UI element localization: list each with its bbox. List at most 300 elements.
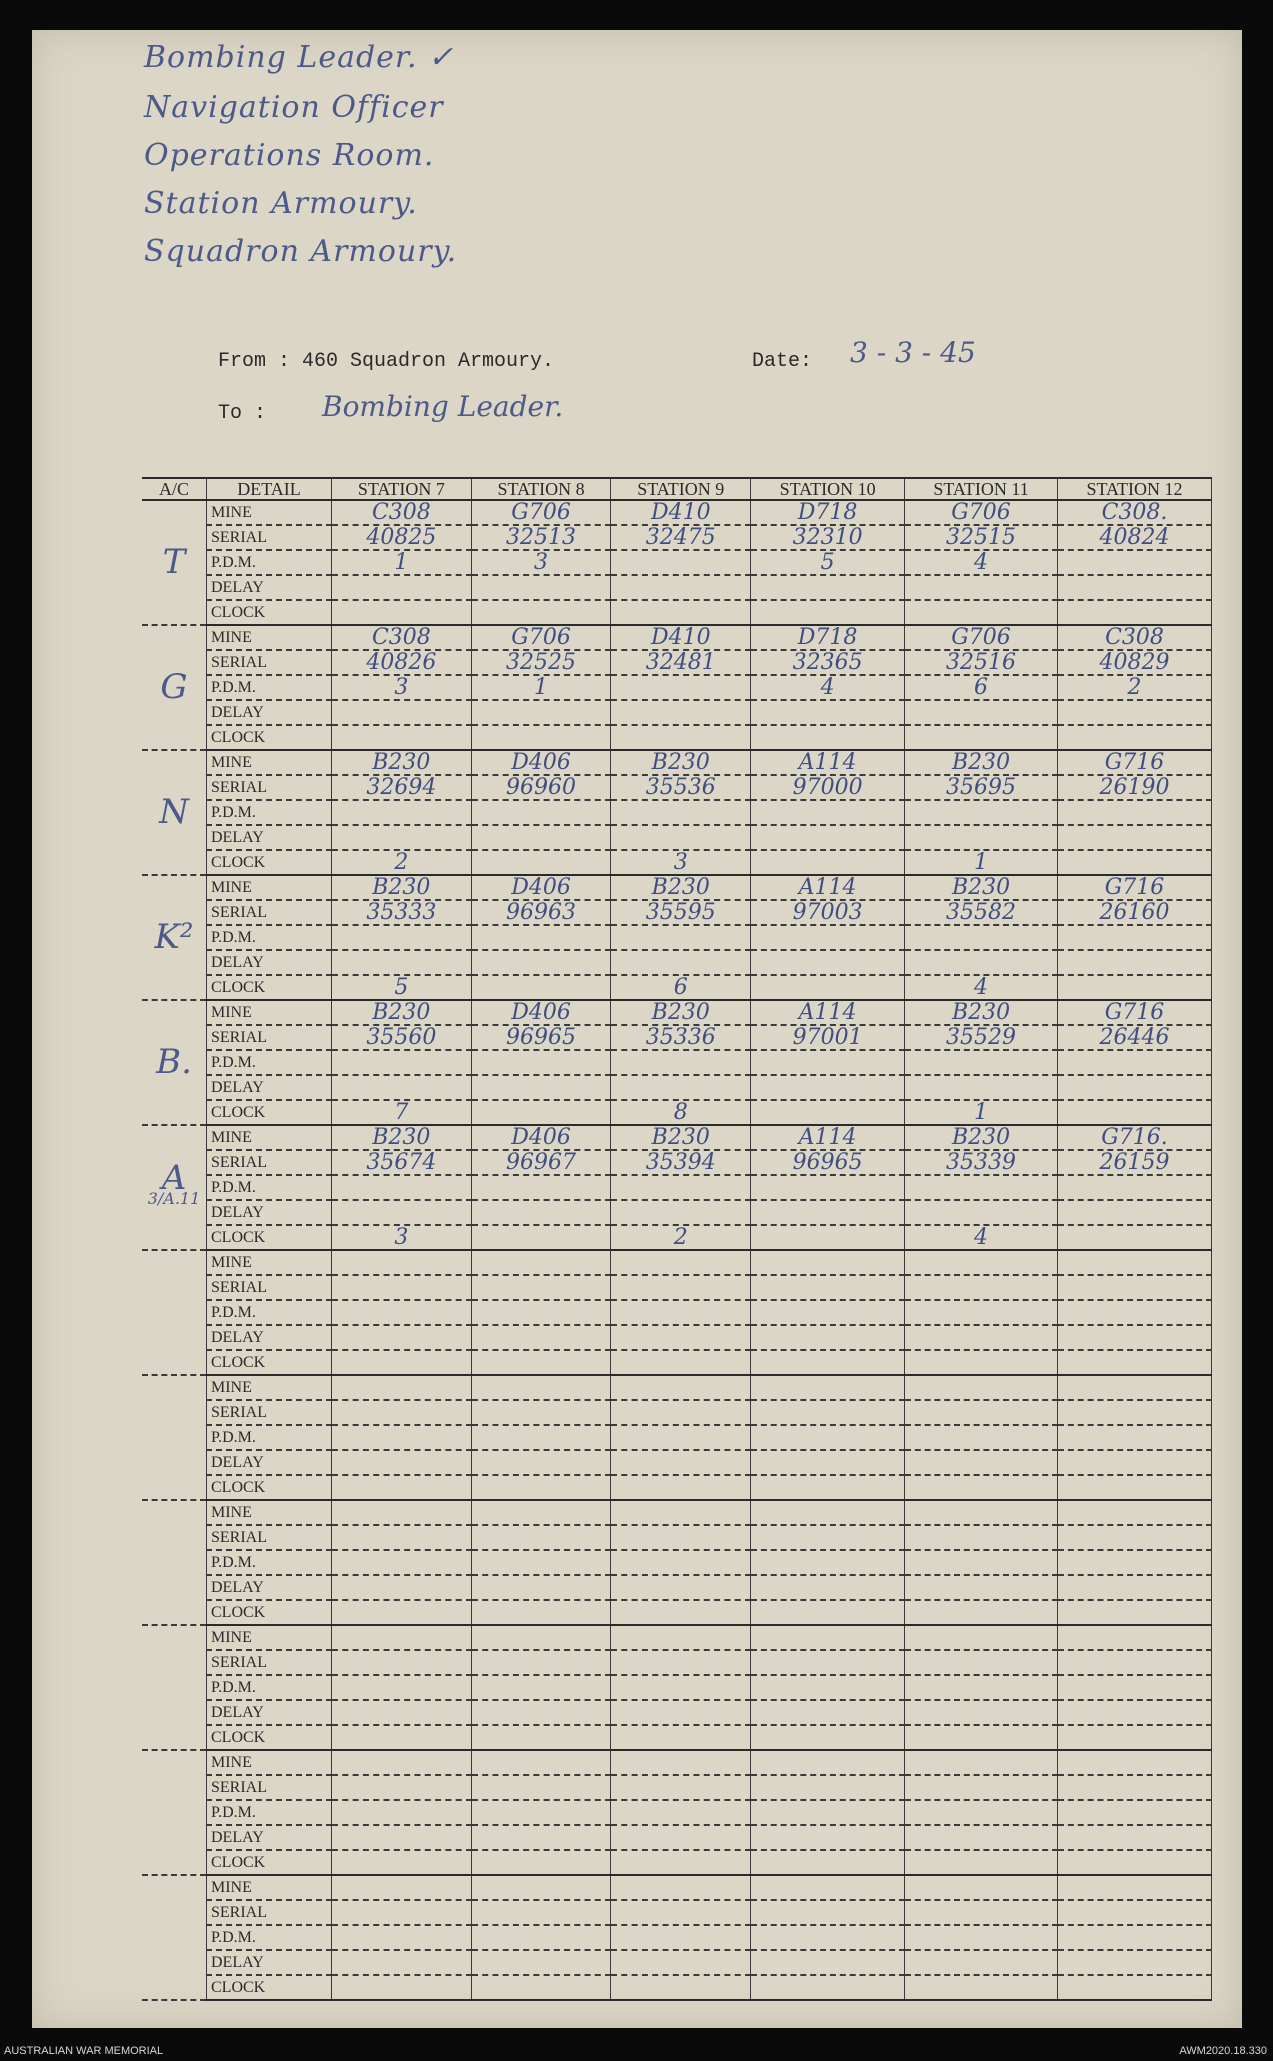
station-value (1057, 1825, 1211, 1850)
station-value (332, 1075, 472, 1100)
station-value: B230 (611, 750, 751, 775)
station-value (332, 1200, 472, 1225)
station-value (751, 1450, 905, 1475)
station-value: 8 (611, 1100, 751, 1125)
table-row (142, 1500, 1212, 1525)
station-value (611, 725, 751, 750)
station-value (471, 1350, 611, 1375)
station-value (332, 1975, 472, 2000)
table-row (142, 1725, 1212, 1750)
station-value (1057, 800, 1211, 825)
station-value (1057, 1450, 1211, 1475)
station-value: 3 (332, 1225, 472, 1250)
table-row (142, 1825, 1212, 1850)
station-value (332, 1675, 472, 1700)
table-row (142, 1375, 1212, 1400)
table-row (142, 725, 1212, 750)
table-row (142, 1300, 1212, 1325)
detail-label: DELAY (207, 950, 332, 975)
table-row (142, 1025, 1212, 1050)
detail-label: DELAY (207, 1200, 332, 1225)
table-row (142, 950, 1212, 975)
station-value: C308 (332, 500, 472, 525)
station-value (1057, 975, 1211, 1000)
station-value (751, 1275, 905, 1300)
table-row (142, 1700, 1212, 1725)
station-value (1057, 1100, 1211, 1125)
station-value (611, 1775, 751, 1800)
detail-label: DELAY (207, 1825, 332, 1850)
station-value (471, 1400, 611, 1425)
station-value (471, 1075, 611, 1100)
station-value (905, 575, 1058, 600)
station-value (611, 1875, 751, 1900)
table-row (142, 1750, 1212, 1775)
station-value: G716 (1057, 1000, 1211, 1025)
detail-label: SERIAL (207, 525, 332, 550)
station-value (751, 1650, 905, 1675)
station-value (332, 1400, 472, 1425)
station-value (332, 950, 472, 975)
table-row (142, 1450, 1212, 1475)
table-row (142, 1850, 1212, 1875)
station-value (1057, 1625, 1211, 1650)
station-value (471, 1650, 611, 1675)
station-value: B230 (905, 750, 1058, 775)
station-value (905, 950, 1058, 975)
station-value (332, 700, 472, 725)
detail-label: SERIAL (207, 775, 332, 800)
aircraft-letter (142, 1000, 207, 1125)
station-value (1057, 1750, 1211, 1775)
station-value: 96965 (751, 1150, 905, 1175)
station-value (332, 1625, 472, 1650)
column-header: STATION 8 (471, 478, 611, 500)
station-value: B230 (332, 1000, 472, 1025)
station-value (611, 600, 751, 625)
station-value: 35595 (611, 900, 751, 925)
station-value: 35695 (905, 775, 1058, 800)
column-header: STATION 11 (905, 478, 1058, 500)
station-value (751, 1975, 905, 2000)
station-value (751, 1100, 905, 1125)
station-value (1057, 850, 1211, 875)
station-value (1057, 1900, 1211, 1925)
station-value: A114 (751, 1000, 905, 1025)
table-row (142, 650, 1212, 675)
table-row (142, 875, 1212, 900)
station-value (471, 1550, 611, 1575)
station-value (1057, 1975, 1211, 2000)
station-value: D410 (611, 625, 751, 650)
station-value: 7 (332, 1100, 472, 1125)
footer-right: AWM2020.18.330 (1179, 2045, 1267, 2057)
station-value (471, 1175, 611, 1200)
station-value (751, 1625, 905, 1650)
station-value (611, 1800, 751, 1825)
station-value: 96963 (471, 900, 611, 925)
station-value (1057, 1850, 1211, 1875)
table-row (142, 825, 1212, 850)
from-line: From : 460 Squadron Armoury. (218, 350, 555, 373)
station-value (905, 1550, 1058, 1575)
station-value: 3 (611, 850, 751, 875)
station-value (905, 1775, 1058, 1800)
station-value (471, 1875, 611, 1900)
station-value (1057, 1650, 1211, 1675)
station-value (905, 1950, 1058, 1975)
station-value (471, 1050, 611, 1075)
station-value (471, 1625, 611, 1650)
station-value (905, 1600, 1058, 1625)
table-row (142, 1275, 1212, 1300)
detail-label: SERIAL (207, 1025, 332, 1050)
station-value: D410 (611, 500, 751, 525)
station-value (1057, 1175, 1211, 1200)
aircraft-code: G (160, 667, 188, 707)
table-row (142, 1425, 1212, 1450)
table-row (142, 675, 1212, 700)
station-value (905, 1325, 1058, 1350)
station-value (905, 1575, 1058, 1600)
station-value (751, 800, 905, 825)
station-value (751, 975, 905, 1000)
detail-label: P.D.M. (207, 550, 332, 575)
station-value: 26190 (1057, 775, 1211, 800)
detail-label: MINE (207, 1375, 332, 1400)
station-value: 32475 (611, 525, 751, 550)
station-value (751, 1675, 905, 1700)
table-row (142, 1200, 1212, 1225)
station-value (905, 1975, 1058, 2000)
station-value (332, 725, 472, 750)
station-value (611, 1175, 751, 1200)
table-row (142, 775, 1212, 800)
table-row (142, 1325, 1212, 1350)
station-value: 97000 (751, 775, 905, 800)
station-value (471, 600, 611, 625)
station-value (905, 1075, 1058, 1100)
station-value (905, 1250, 1058, 1275)
station-value (751, 700, 905, 725)
date-value: 3 - 3 - 45 (850, 336, 976, 369)
detail-label: SERIAL (207, 1400, 332, 1425)
station-value (1057, 1675, 1211, 1700)
station-value (471, 1300, 611, 1325)
aircraft-letter (142, 500, 207, 625)
station-value (471, 575, 611, 600)
detail-label: CLOCK (207, 1350, 332, 1375)
station-value (905, 700, 1058, 725)
table-row (142, 1475, 1212, 1500)
table-row (142, 550, 1212, 575)
aircraft-letter (142, 1750, 207, 1875)
station-value (751, 575, 905, 600)
document-page (32, 30, 1242, 2028)
station-value: A114 (751, 1125, 905, 1150)
station-value: 96967 (471, 1150, 611, 1175)
station-value (905, 1300, 1058, 1325)
station-value: D406 (471, 750, 611, 775)
aircraft-letter (142, 1500, 207, 1625)
station-value (1057, 825, 1211, 850)
station-value (751, 725, 905, 750)
detail-label: SERIAL (207, 1900, 332, 1925)
detail-label: MINE (207, 1625, 332, 1650)
aircraft-letter (142, 1250, 207, 1375)
detail-label: CLOCK (207, 1725, 332, 1750)
station-value (611, 1375, 751, 1400)
station-value (611, 1325, 751, 1350)
station-value (611, 1675, 751, 1700)
station-value: 32525 (471, 650, 611, 675)
station-value (1057, 1600, 1211, 1625)
station-value (611, 950, 751, 975)
station-value: 97001 (751, 1025, 905, 1050)
detail-label: SERIAL (207, 1150, 332, 1175)
aircraft-code: K² (154, 917, 194, 957)
station-value: 1 (332, 550, 472, 575)
station-value (751, 1725, 905, 1750)
station-value: 6 (611, 975, 751, 1000)
table-row (142, 525, 1212, 550)
station-value: 32516 (905, 650, 1058, 675)
table-row (142, 1350, 1212, 1375)
station-value (1057, 1075, 1211, 1100)
detail-label: MINE (207, 750, 332, 775)
station-value: 32515 (905, 525, 1058, 550)
station-value (611, 1475, 751, 1500)
detail-label: DELAY (207, 1575, 332, 1600)
station-value (751, 1575, 905, 1600)
table-row (142, 1525, 1212, 1550)
distribution-line-1: Bombing Leader. ✓ (144, 40, 455, 75)
station-value (611, 1525, 751, 1550)
table-row (142, 975, 1212, 1000)
station-value (751, 1200, 905, 1225)
station-value (471, 1375, 611, 1400)
station-value: 35394 (611, 1150, 751, 1175)
station-value (905, 1350, 1058, 1375)
station-value (471, 1750, 611, 1775)
station-value: D718 (751, 500, 905, 525)
aircraft-letter (142, 1125, 207, 1250)
table-body (142, 500, 1212, 2000)
station-value (905, 1175, 1058, 1200)
detail-label: CLOCK (207, 1225, 332, 1250)
station-value (332, 1800, 472, 1825)
station-value: B230 (611, 1000, 751, 1025)
station-value (471, 1200, 611, 1225)
station-value (1057, 1375, 1211, 1400)
station-value (905, 1500, 1058, 1525)
station-value: 4 (905, 1225, 1058, 1250)
station-value (332, 1525, 472, 1550)
table-row (142, 800, 1212, 825)
station-value: 3 (332, 675, 472, 700)
station-value (332, 825, 472, 850)
station-value (611, 1850, 751, 1875)
detail-label: DELAY (207, 1450, 332, 1475)
detail-label: DELAY (207, 1950, 332, 1975)
station-value (611, 1825, 751, 1850)
table-row (142, 1600, 1212, 1625)
column-header: STATION 10 (751, 478, 905, 500)
station-value (905, 1525, 1058, 1550)
column-header: DETAIL (207, 478, 332, 500)
station-value: 35336 (611, 1025, 751, 1050)
station-value: G706 (905, 500, 1058, 525)
station-value: D406 (471, 1125, 611, 1150)
station-value (1057, 950, 1211, 975)
station-value (611, 1425, 751, 1450)
station-value: 4 (751, 675, 905, 700)
station-value (751, 1225, 905, 1250)
station-value (332, 600, 472, 625)
detail-label: MINE (207, 1250, 332, 1275)
detail-label: MINE (207, 625, 332, 650)
table-row (142, 500, 1212, 525)
station-value (611, 1450, 751, 1475)
detail-label: P.D.M. (207, 1550, 332, 1575)
station-value: C308 (1057, 625, 1211, 650)
station-value (471, 1525, 611, 1550)
table-row (142, 1050, 1212, 1075)
station-value (611, 1500, 751, 1525)
aircraft-letter (142, 1875, 207, 2000)
station-value (751, 1800, 905, 1825)
station-value (1057, 600, 1211, 625)
detail-label: P.D.M. (207, 1800, 332, 1825)
aircraft-note: 3/A.11 (147, 1189, 201, 1208)
station-value (905, 1700, 1058, 1725)
detail-label: CLOCK (207, 1600, 332, 1625)
station-value (332, 800, 472, 825)
station-value: D406 (471, 1000, 611, 1025)
station-value: 35560 (332, 1025, 472, 1050)
station-value (332, 1725, 472, 1750)
station-value: 2 (611, 1225, 751, 1250)
station-value: D406 (471, 875, 611, 900)
station-value (332, 1425, 472, 1450)
detail-label: DELAY (207, 825, 332, 850)
table-row (142, 1550, 1212, 1575)
detail-label: CLOCK (207, 975, 332, 1000)
table-row (142, 1125, 1212, 1150)
station-value (751, 1075, 905, 1100)
column-header: STATION 12 (1057, 478, 1211, 500)
station-value: 26446 (1057, 1025, 1211, 1050)
station-value (1057, 1225, 1211, 1250)
aircraft-code: T (162, 542, 186, 582)
station-value: 1 (471, 675, 611, 700)
station-value: B230 (905, 1125, 1058, 1150)
station-value: 4 (905, 975, 1058, 1000)
station-value: G706 (905, 625, 1058, 650)
station-value: 97003 (751, 900, 905, 925)
station-value (751, 1400, 905, 1425)
station-value: B230 (332, 750, 472, 775)
station-value (471, 1675, 611, 1700)
station-value (751, 1500, 905, 1525)
station-value (471, 825, 611, 850)
station-value (751, 1875, 905, 1900)
table-row (142, 1000, 1212, 1025)
station-value (332, 1925, 472, 1950)
detail-label: DELAY (207, 1325, 332, 1350)
station-value (1057, 1775, 1211, 1800)
station-value (332, 1500, 472, 1525)
station-value (332, 1850, 472, 1875)
station-value: D718 (751, 625, 905, 650)
table-row (142, 575, 1212, 600)
detail-label: P.D.M. (207, 1050, 332, 1075)
station-value: 5 (332, 975, 472, 1000)
footer-left: AUSTRALIAN WAR MEMORIAL (4, 2045, 164, 2057)
table-row (142, 750, 1212, 775)
station-value (332, 1575, 472, 1600)
station-value (1057, 1700, 1211, 1725)
station-value (611, 1600, 751, 1625)
station-value (905, 1050, 1058, 1075)
table-row (142, 1950, 1212, 1975)
aircraft-letter (142, 625, 207, 750)
station-value (611, 1050, 751, 1075)
station-value (1057, 1550, 1211, 1575)
station-value (471, 1850, 611, 1875)
station-value: 40829 (1057, 650, 1211, 675)
station-value (332, 1375, 472, 1400)
detail-label: MINE (207, 1500, 332, 1525)
aircraft-code: N (159, 792, 189, 832)
station-value (751, 1825, 905, 1850)
table-row (142, 600, 1212, 625)
aircraft-letter (142, 1625, 207, 1750)
station-value (1057, 1275, 1211, 1300)
station-value: G706 (471, 625, 611, 650)
detail-label: MINE (207, 1750, 332, 1775)
distribution-line-4: Station Armoury. (144, 186, 418, 221)
detail-label: P.D.M. (207, 675, 332, 700)
station-value (332, 1700, 472, 1725)
station-value (1057, 700, 1211, 725)
detail-label: P.D.M. (207, 800, 332, 825)
detail-label: MINE (207, 1875, 332, 1900)
station-value (905, 600, 1058, 625)
station-value (1057, 1300, 1211, 1325)
station-value (471, 1450, 611, 1475)
station-value (1057, 1950, 1211, 1975)
detail-label: DELAY (207, 575, 332, 600)
station-value: C308. (1057, 500, 1211, 525)
detail-label: CLOCK (207, 1975, 332, 2000)
distribution-line-5: Squadron Armoury. (144, 234, 458, 269)
station-value: 35529 (905, 1025, 1058, 1050)
detail-label: P.D.M. (207, 1300, 332, 1325)
table-row (142, 1875, 1212, 1900)
station-value (611, 1075, 751, 1100)
station-value (332, 1550, 472, 1575)
station-value (905, 1900, 1058, 1925)
detail-label: CLOCK (207, 1100, 332, 1125)
station-value (471, 1825, 611, 1850)
station-value (471, 1425, 611, 1450)
station-value (751, 1250, 905, 1275)
station-value: C308 (332, 625, 472, 650)
detail-label: CLOCK (207, 1475, 332, 1500)
table-row (142, 900, 1212, 925)
station-value (1057, 1475, 1211, 1500)
